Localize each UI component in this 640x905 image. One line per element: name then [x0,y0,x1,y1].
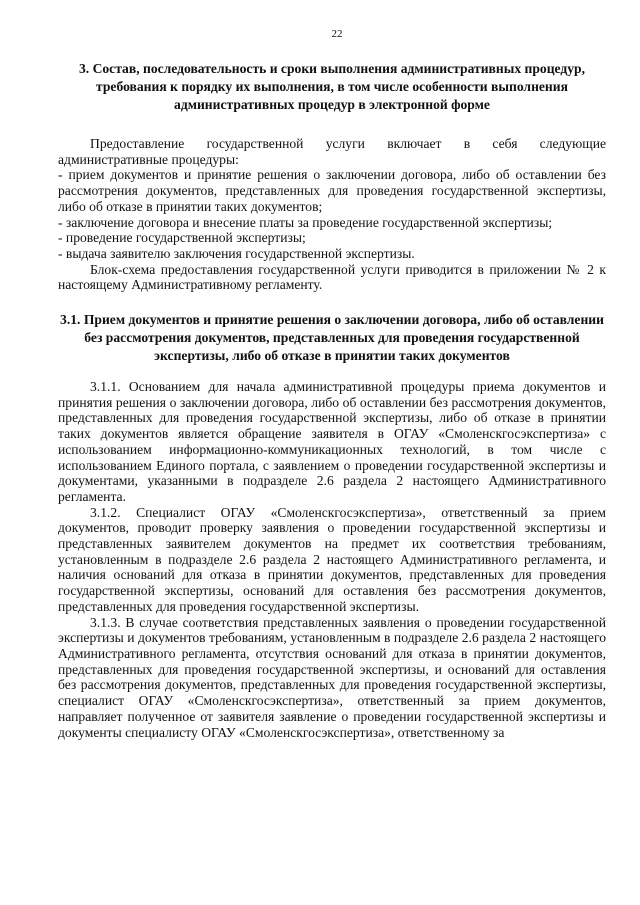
section-3-1-heading: 3.1. Прием документов и принятие решения о заключении договора, либо об оставлении без рассмотрения документов, представленных для проведения государственной экспертизы, либо об отказе в принятии таких документов [60,312,604,364]
flowchart-note: Блок-схема предоставления государственной услуги приводится в приложении № 2 к настоящему Административному регламенту. [58,261,606,293]
paragraph-3-1-2: 3.1.2. Специалист ОГАУ «Смоленскгосэкспертиза», ответственный за прием документов, проводит проверку заявления о проведении государственной экспертизы и представленных заявителем документов на предмет их соответствия требованиям, установленным в подразделе 2.6 раздела 2 настоящего Административного регламента, и наличия оснований для отказа в принятии документов, представленных для проведения государственной экспертизы, оснований для оставления без рассмотрения документов, представленных для проведения государственной экспертизы. [58,504,606,614]
section-3-intro: Предоставление государственной услуги включает в себя следующие административные процедуры: [58,136,606,167]
procedure-list-item: - проведение государственной экспертизы; [58,230,306,246]
procedure-list-item: - выдача заявителю заключения государственной экспертизы. [58,245,415,261]
procedure-list-item: - заключение договора и внесение платы за проведение государственной экспертизы; [58,214,553,230]
section-3-heading: 3. Состав, последовательность и сроки выполнения административных процедур, требования к порядку их выполнения, в том числе особенности выполнения административных процедур в электронной форме [78,61,586,112]
paragraph-3-1-3: 3.1.3. В случае соответствия представленных заявления о проведении государственной экспертизы и документов требованиям, установленным в подразделе 2.6 раздела 2 настоящего Административного регламента, отсутствия оснований для отказа в принятии документов, представленных для проведения государственной экспертизы, и оснований для оставления без рассмотрения документов, представленных для проведения государственной экспертизы, специалист ОГАУ «Смоленскгосэкспертиза», ответственный за прием документов, направляет полученное от заявителя заявление о проведении государственной экспертизы и документы специалисту ОГАУ «Смоленскгосэкспертиза», ответственному за [58,614,606,740]
page-number: 22 [331,28,343,40]
paragraph-3-1-1: 3.1.1. Основанием для начала административной процедуры приема документов и принятия решения о заключении договора, либо об оставлении без рассмотрения документов, представленных для проведения государственной экспертизы, либо об отказе в принятии таких документов является обращение заявителя в ОГАУ «Смоленскгосэкспертиза» с использованием информационно-коммуникационных технологий, в том числе с использованием Единого портала, с заявлением о проведении государственной экспертизы и документами, указанными в подразделе 2.6 раздела 2 настоящего Административного регламента. [58,379,606,504]
procedure-list-item: - прием документов и принятие решения о заключении договора, либо об оставлении без рассмотрения документов, представленных для проведения государственной экспертизы, либо об отказе в принятии таких документов; [58,167,606,214]
